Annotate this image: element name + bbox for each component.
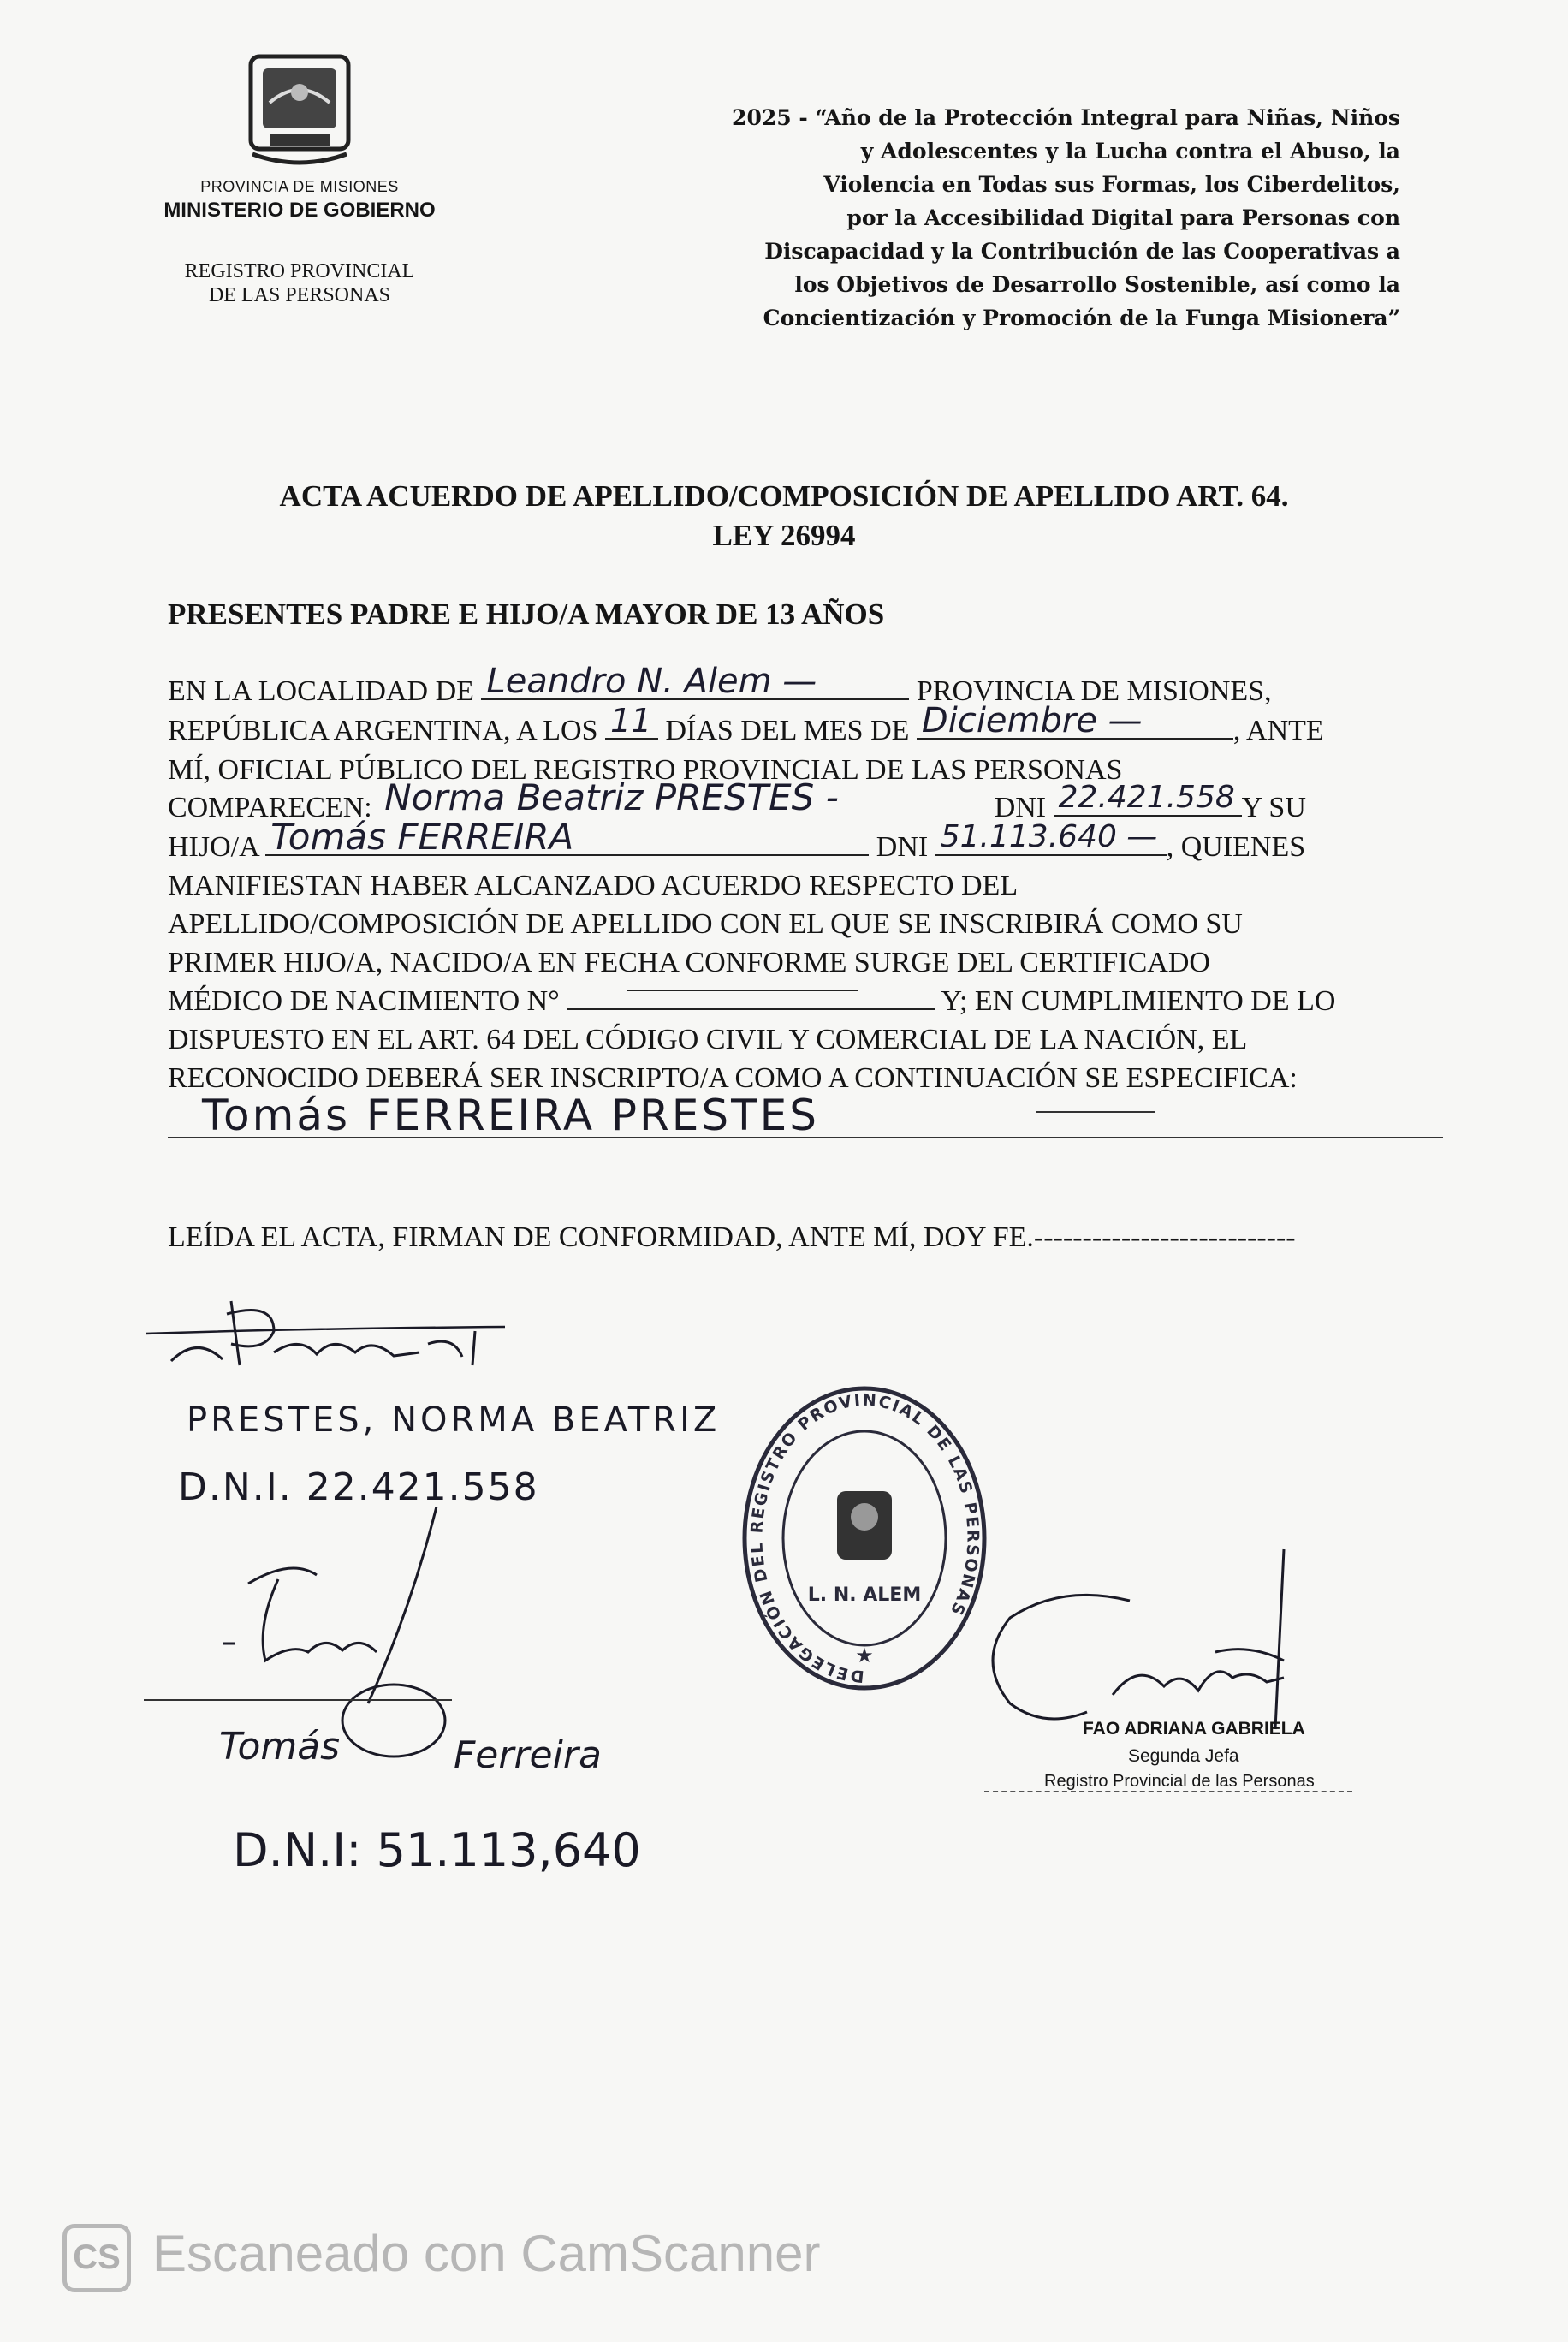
body-line-1: EN LA LOCALIDAD DE Leandro N. Alem — PROVINCIA DE MISIONES, bbox=[168, 662, 1272, 707]
official-stamp-border bbox=[984, 1791, 1352, 1792]
motto-line: 2025 - “Año de la Protección Integral para Niñas, Niños bbox=[732, 105, 1400, 130]
body-line-9: MÉDICO DE NACIMIENTO N° Y; EN CUMPLIMIENTO DE LO bbox=[168, 983, 1452, 1020]
certificado-field bbox=[567, 983, 935, 1010]
signature-1-scribble bbox=[146, 1284, 522, 1387]
dni-hijo-field: 51.113.640 — bbox=[935, 829, 1167, 856]
body-line-6: MANIFIESTAN HABER ALCANZADO ACUERDO RESPECTO DEL bbox=[168, 870, 1019, 901]
resulting-name: Tomás FERREIRA PRESTES bbox=[202, 1091, 820, 1140]
motto-line: Violencia en Todas sus Formas, los Ciberdelitos, bbox=[823, 172, 1400, 197]
body-line-5: HIJO/A Tomás FERREIRA DNI 51.113.640 — , QUIENES bbox=[168, 816, 1306, 863]
motto-line: los Objetivos de Desarrollo Sostenible, así como la bbox=[794, 272, 1400, 297]
official-org: Registro Provincial de las Personas bbox=[1044, 1772, 1315, 1791]
motto-line: Discapacidad y la Contribución de las Cooperativas a bbox=[764, 239, 1400, 264]
stamp-star-icon: ★ bbox=[855, 1644, 874, 1667]
motto-line: por la Accesibilidad Digital para Personas con bbox=[846, 205, 1400, 230]
signature-2-last-name: Ferreira bbox=[454, 1733, 602, 1777]
official-stamp-icon bbox=[736, 1380, 993, 1697]
body-line-4: COMPARECEN: Norma Beatriz PRESTES - DNI 22.421.558 Y SU bbox=[168, 776, 1306, 823]
stamp-center-text: L. N. ALEM bbox=[807, 1584, 922, 1606]
resulting-name-rule bbox=[168, 1137, 1443, 1138]
dni-padre-field: 22.421.558 bbox=[1054, 789, 1242, 817]
stamp-ring-text: DELEGACIÓN DEL REGISTRO PROVINCIAL DE LAS PERSONAS bbox=[747, 1390, 983, 1686]
year-motto bbox=[579, 101, 1400, 335]
camscanner-watermark: Escaneado con CamScanner bbox=[152, 2225, 821, 2282]
motto-line: y Adolescentes y la Lucha contra el Abuso, la bbox=[860, 139, 1400, 163]
official-role: Segunda Jefa bbox=[1128, 1746, 1239, 1766]
crest-province-label: PROVINCIA DE MISIONES bbox=[200, 178, 399, 195]
document-subtitle: PRESENTES PADRE E HIJO/A MAYOR DE 13 AÑOS bbox=[168, 597, 885, 631]
signature-2-rule bbox=[144, 1699, 452, 1701]
body-line-2: REPÚBLICA ARGENTINA, A LOS 11 DÍAS DEL MES DE Diciembre — , ANTE bbox=[168, 701, 1324, 746]
hijo-field: Tomás FERREIRA bbox=[265, 829, 869, 856]
signature-1-name: PRESTES, NORMA BEATRIZ bbox=[187, 1400, 721, 1440]
signature-2-first-name: Tomás bbox=[219, 1725, 341, 1768]
camscanner-logo-icon: CS bbox=[62, 2224, 131, 2292]
fill-dash bbox=[1036, 1111, 1155, 1113]
crest-ministry-label: MINISTERIO DE GOBIERNO bbox=[163, 199, 436, 222]
official-name: FAO ADRIANA GABRIELA bbox=[1083, 1719, 1305, 1739]
closing-statement: LEÍDA EL ACTA, FIRMAN DE CONFORMIDAD, ANTE MÍ, DOY FE.--------------------------- bbox=[168, 1222, 1296, 1253]
mes-field: Diciembre — bbox=[917, 712, 1233, 740]
body-line-11: RECONOCIDO DEBERÁ SER INSCRIPTO/A COMO A CONTINUACIÓN SE ESPECIFICA: bbox=[168, 1062, 1298, 1094]
signature-2-dni: D.N.I: 51.113,640 bbox=[233, 1823, 641, 1877]
registry-label-line1: REGISTRO PROVINCIAL bbox=[184, 260, 415, 282]
motto-line: Concientización y Promoción de la Funga Misionera” bbox=[763, 306, 1400, 330]
signature-1-dni: D.N.I. 22.421.558 bbox=[178, 1465, 539, 1509]
registry-label-line2: DE LAS PERSONAS bbox=[208, 284, 391, 306]
localidad-field: Leandro N. Alem — bbox=[481, 673, 909, 700]
comparecen-field: Norma Beatriz PRESTES - bbox=[384, 776, 839, 818]
body-line-3: MÍ, OFICIAL PÚBLICO DEL REGISTRO PROVINCIAL DE LAS PERSONAS bbox=[168, 754, 1123, 786]
dia-field: 11 bbox=[605, 712, 658, 740]
document-law: LEY 26994 bbox=[712, 519, 856, 552]
provincial-crest-icon bbox=[244, 51, 355, 167]
document-title: ACTA ACUERDO DE APELLIDO/COMPOSICIÓN DE APELLIDO ART. 64. bbox=[279, 479, 1289, 513]
body-line-7: APELLIDO/COMPOSICIÓN DE APELLIDO CON EL QUE SE INSCRIBIRÁ COMO SU bbox=[168, 908, 1243, 940]
body-line-8: PRIMER HIJO/A, NACIDO/A EN FECHA CONFORME SURGE DEL CERTIFICADO bbox=[168, 947, 1210, 978]
body-line-10: DISPUESTO EN EL ART. 64 DEL CÓDIGO CIVIL Y COMERCIAL DE LA NACIÓN, EL bbox=[168, 1024, 1248, 1055]
